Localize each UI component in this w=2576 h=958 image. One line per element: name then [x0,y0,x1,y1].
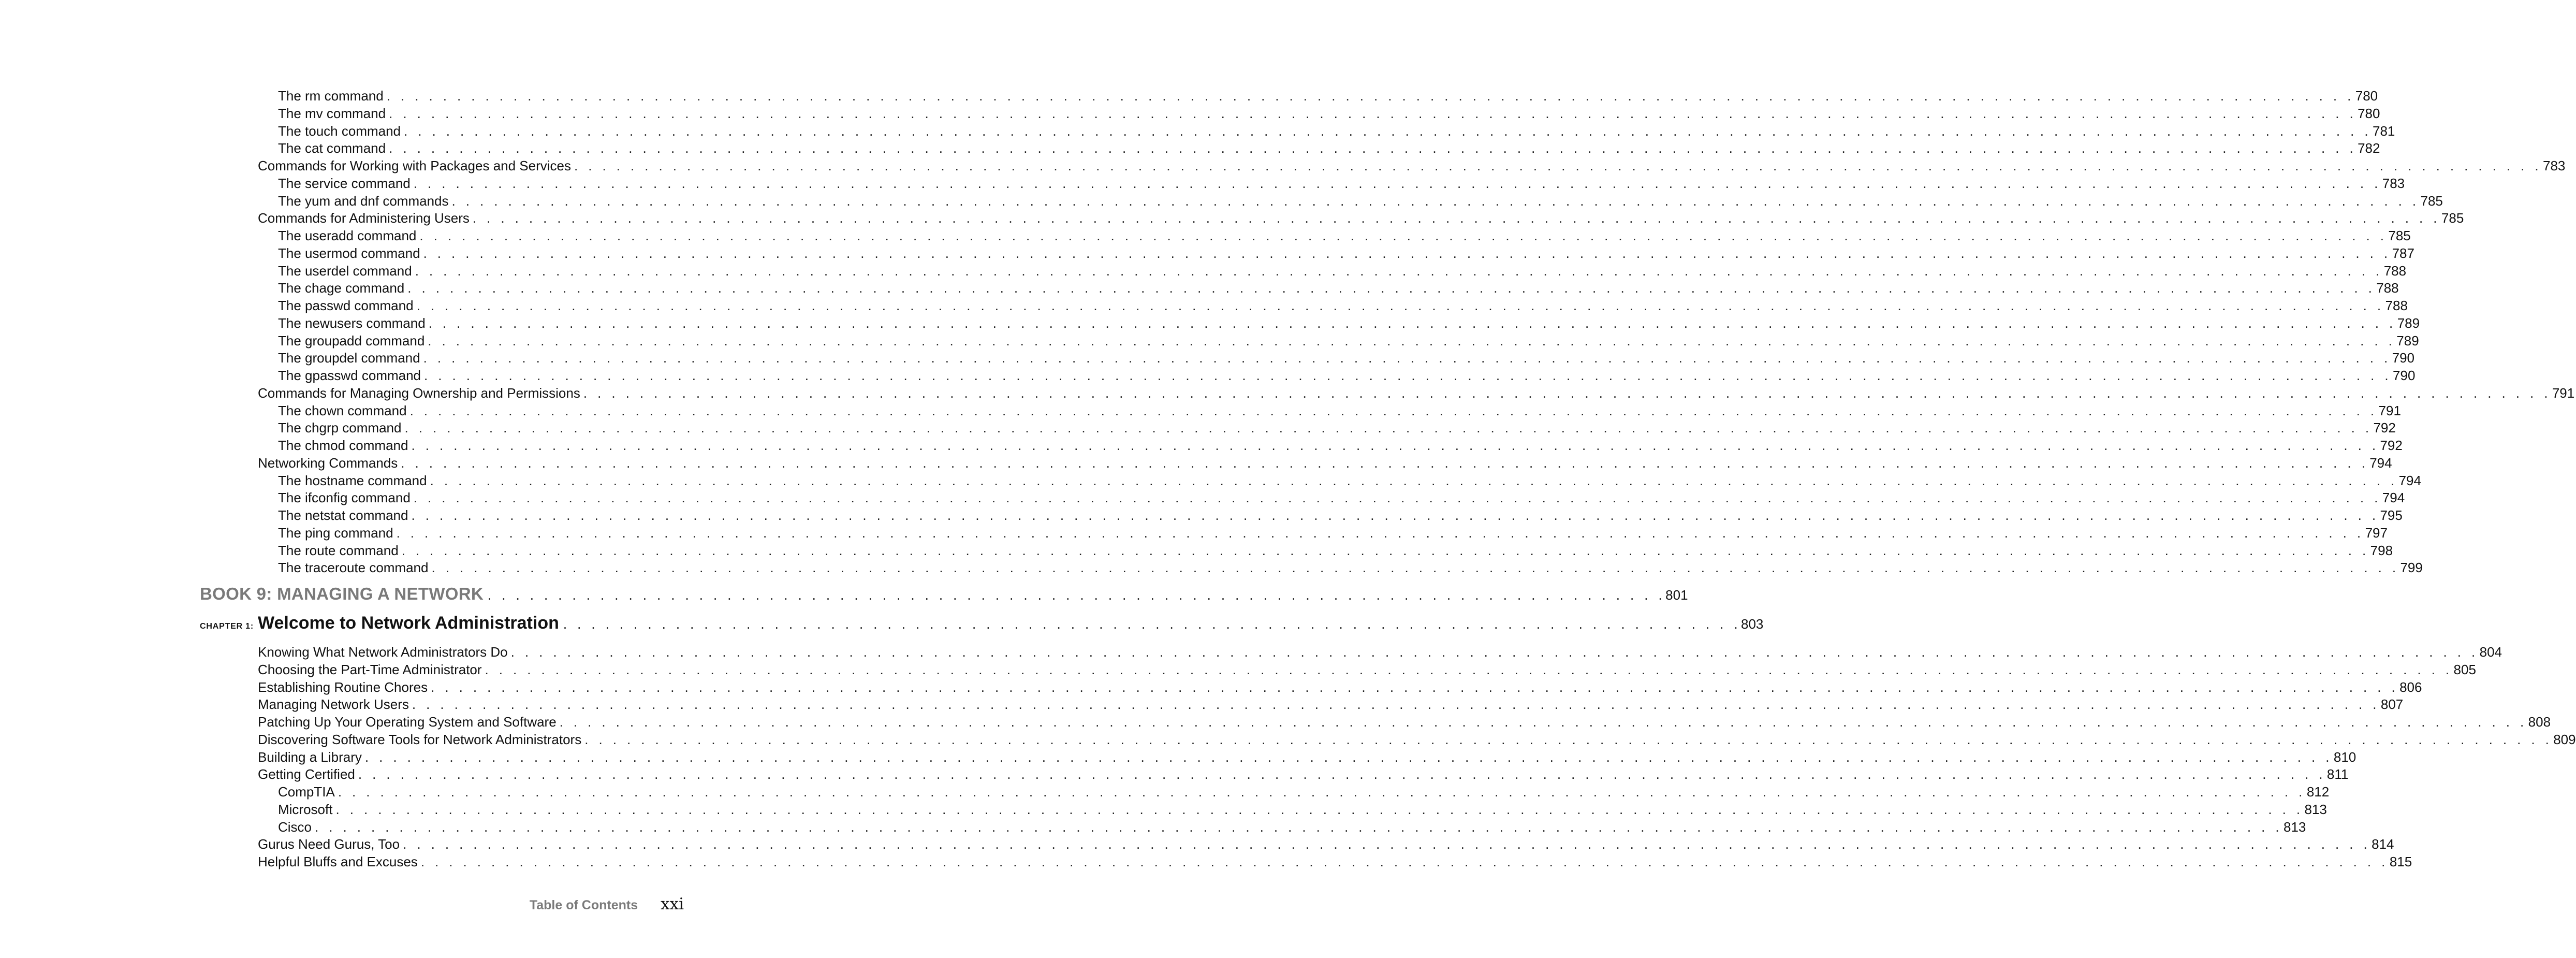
toc-entry-label: The passwd command [278,298,414,313]
dot-leader: . . . . . . . . . . . . . . . . . . . . . . . . . . . . . . . . . . . . . . . . . . . . . . . . . . . . . . . . . . . . . . . . . . . . . . . . . . . . . . . . . . . . . . . . . . . . . . . . . . . . . . . . . . . . . . . . . . . . . . . . . . . . . . . . . . . . . . . . . . . . [411,438,2379,453]
dot-leader: . . . . . . . . . . . . . . . . . . . . . . . . . . . . . . . . . . . . . . . . . . . . . . . . . . . . . . . . . . . . . . . . . . . . . . . . . . . . . . . . . . . . . . . . . . . . . . . . . . . . . . . . . . . . . . . . . . . . . . . . . . . . . . . . . . . . . . . . . . . . [424,368,2392,383]
toc-entry-page-number: 812 [2306,784,2330,800]
toc-entry-label: The userdel command [278,263,412,279]
toc-entry-label: The touch command [278,123,401,139]
toc-entry[interactable] [278,542,2393,559]
toc-entry-label: Establishing Routine Chores [258,679,428,695]
toc-entry-page-number: 794 [2369,455,2392,471]
toc-entry-page-number: 797 [2365,525,2388,541]
dot-leader: . . . . . . . . . . . . . . . . . . . . . . . . . . . . . . . . . . . . . . . . . . . . . . . . . . . . . . . . . . . . . . . . . . . . . . . . . . . . . . . . . . . . . . . . . . . . . . . . . . . . . . . . . . . . . . . . . . . . . . . . . . . . . . . . . . . . . . . . . . . . [335,801,2304,817]
toc-entry-label: The chage command [278,280,405,296]
page-folio: xxi [661,895,684,913]
toc-entry[interactable] [278,472,2421,489]
toc-entry-label: Microsoft [278,801,333,817]
toc-entry-label: Commands for Managing Ownership and Permissions [258,385,580,401]
toc-entry[interactable] [258,209,2464,227]
toc-entry-label: The usermod command [278,245,420,261]
toc-entry-label: The groupdel command [278,350,420,366]
toc-entry-label: The chmod command [278,438,408,453]
toc-entry[interactable] [278,279,2399,297]
toc-entry[interactable] [278,818,2306,836]
dot-leader: . . . . . . . . . . . . . . . . . . . . . . . . . . . . . . . . . . . . . . . . . . . . . . . . . . . . . . . . . . . . . . . . . . . . . . . . . . . . . . . . . . . . . . . . . . . . . . . . . . . . . . . . . . . . . . . . . . . . . . . . . . . . . . . . . . . . . . . . . . . . [386,88,2354,104]
toc-entry-page-number: 807 [2380,696,2404,713]
toc-entry-page-number: 804 [2479,644,2502,660]
toc-entry-page-number: 789 [2396,332,2419,349]
toc-entry-page-number: 785 [2441,210,2464,226]
toc-entry[interactable] [278,297,2408,314]
dot-leader: . . . . . . . . . . . . . . . . . . . . . . . . . . . . . . . . . . . . . . . . . . . . . . . . . . . . . . . . . . . . . . . . . . . . . . . . . . . . . . . . . . . . . . . . . . . . . . . . . . . . . . . . . . . . . . . . . . . . . . . . . . . . . . . . . . . . . . . . . . . . [338,784,2306,800]
chapter-heading-row[interactable] [200,613,1764,637]
toc-entry-page-number: 799 [2400,560,2423,576]
dot-leader: . . . . . . . . . . . . . . . . . . . . . . . . . . . . . . . . . . . . . . . . . . . . . . . . . . . . . . . . . . . . . . . . . . . . . . . . . . . . . . . . . . . . . . . . . . . . . . . . . . . . . . . . . . . . . . . . . . . . . . . . . . . . . . . . . . . . . . . . . . . . [411,507,2379,523]
toc-entry-label: The useradd command [278,228,417,243]
toc-entry-label: Commands for Working with Packages and Services [258,158,571,173]
dot-leader: . . . . . . . . . . . . . . . . . . . . . . . . . . . . . . . . . . . . . . . . . . . . . . . . . . . . . . . . . . . . . . . . . . . . . . . . . . . . . . . . . . . . . . . . . . . . . . . . . . . . . . . . . . . . . . . . . . . . . . . . . . . . . . . . . . . . . . . . . . . . [407,280,2376,296]
toc-entry-page-number: 788 [2385,298,2408,313]
dot-leader: . . . . . . . . . . . . . . . . . . . . . . . . . . . . . . . . . . . . . . . . . . . . . . . . . . . . . . . . . . . . . . . . . . . . . . . . . . . . . . . . . . . . . . . . . . . . . . . . . . . . . . . . . . . . . . . . . . . . . . . . . . . . . . . . . . . . . . . . . . . . [420,854,2389,869]
toc-entry[interactable] [258,661,2476,678]
toc-entry-label: Gurus Need Gurus, Too [258,836,400,852]
toc-entry[interactable] [278,437,2403,454]
toc-entry-label: The traceroute command [278,560,429,576]
dot-leader: . . . . . . . . . . . . . . . . . . . . . . . . . . . . . . . . . . . . . . . . . . . . . . . . . . . . . . . . . . . . . . . . . . . . . . . . . . . . . . . . . . . . [563,616,1741,632]
toc-entry-page-number: 788 [2376,280,2399,296]
toc-entry[interactable] [278,349,2414,367]
chapter-page-number: 803 [1741,616,1764,632]
dot-leader: . . . . . . . . . . . . . . . . . . . . . . . . . . . . . . . . . . . . . . . . . . . . . . . . . . . . . . . . . . . . . . . . . . . . . . . . . . . . . . . . . . . . . . . . . . . . . . . . . . . . . . . . . . . . . . . . . . . . . . . . . . . . . . . . . . . . . . . . . . . . [409,402,2378,418]
toc-entry-label: The groupadd command [278,332,425,349]
toc-entry-page-number: 789 [2397,315,2420,331]
toc-entry-page-number: 813 [2304,801,2327,817]
toc-entry-page-number: 783 [2382,175,2405,191]
toc-entry[interactable] [278,367,2416,384]
dot-leader: . . . . . . . . . . . . . . . . . . . . . . . . . . . . . . . . . . . . . . . . . . . . . . . . . . . . . . . . . . . . . . . . . . . . . . . . . . . . . . . . . . . . . . . . . . . . . . . . . . . . . . . . . . . . . . . . . . . . . . . . . . . . . . . . . . . . . . . . . . . . [413,175,2381,191]
chapter-title: Welcome to Network Administration [258,613,559,633]
toc-entry-label: The service command [278,175,411,191]
dot-leader: . . . . . . . . . . . . . . . . . . . . . . . . . . . . . . . . . . . . . . . . . . . . . . . . . . . . . . . . . . . . . . . . . . . . . . . . . . . . . . . . . . . . . . . . . . . . . . . . . . . . . . . . . . . . . . . . . . . . . . . . . . . . . . . . . . . . . . . . . . . . [451,193,2420,209]
toc-entry[interactable] [278,559,2423,576]
toc-entry-label: Networking Commands [258,455,398,471]
toc-entry-label: The ifconfig command [278,490,411,506]
toc-entry-label: The newusers command [278,315,426,331]
toc-entry-page-number: 813 [2284,819,2306,835]
book-heading-row[interactable] [200,584,1688,607]
toc-entry-label: The route command [278,542,399,558]
toc-entry[interactable] [278,175,2405,192]
dot-leader: . . . . . . . . . . . . . . . . . . . . . . . . . . . . . . . . . . . . . . . . . . . . . . . . . . . . . . . . . . . . . . . . . . . . . . . . . . . . . . . . . . . . . . . . . . . . . . . . . . . . . . . . . . . . . . . . . . . . . . . . . . . . . . . . . . . . . . . . . . . . [423,245,2391,261]
toc-entry-page-number: 780 [2358,105,2380,121]
toc-entry-label: Cisco [278,819,312,835]
toc-entry-page-number: 792 [2373,420,2396,436]
toc-entry-page-number: 791 [2378,402,2401,418]
toc-entry-label: Patching Up Your Operating System and Software [258,714,557,730]
dot-leader: . . . . . . . . . . . . . . . . . . . . . . . . . . . . . . . . . . . . . . . . . . . . . . . . . . . . . . . . . . . . . . . . . . . . . . . . . . . . . . . . . . . . . . . . . . . . . . . . . . . . . . . . . . . . . . . . . . . . . . . . . . . . . . . . . . . . . . . . . . . . [404,123,2372,139]
toc-entry[interactable] [278,262,2407,280]
toc-entry-page-number: 811 [2326,766,2349,782]
toc-entry[interactable] [278,87,2378,105]
book-page-number: 801 [1665,587,1688,603]
toc-entry[interactable] [278,402,2401,419]
toc-entry[interactable] [258,643,2502,661]
toc-entry-page-number: 785 [2388,228,2411,243]
dot-leader: . . . . . . . . . . . . . . . . . . . . . . . . . . . . . . . . . . . . . . . . . . . . . . . . . . . . . . . . . . . . . . . . . . . . . . . . . . . . . . . . . . . . . . . . . . . . . . . . . . . . . . . . . . . . . . . . . . . . . . . . . . . . . . . . . . . . . . . . . . . . [559,714,2527,730]
toc-entry-label: The chown command [278,402,407,418]
toc-entry-label: The chgrp command [278,420,402,436]
toc-entry-page-number: 792 [2380,438,2403,453]
book-title: BOOK 9: MANAGING A NETWORK [200,584,484,603]
dot-leader: . . . . . . . . . . . . . . . . . . . . . . . . . . . . . . . . . . . . . . . . . . . . . . . . . . . . . . . . . . . . . . . . . . . . . . . . . . . . . . . . . . . . . . . . . . . . . . . . . . . . . . . . . . . . . . . . . . . . . . . . . . . . . . . . . . . . . . . . . . . . [485,661,2453,677]
dot-leader: . . . . . . . . . . . . . . . . . . . . . . . . . . . . . . . . . . . . . . . . . . . . . . . . . . . . . . . . . . . . . . . . . . . . . . . . . . . . . . . . . . . . . . . . . . . . . . . . . . . . . . . . . . . . . . . . . . . . . . . . . . . . . . . . . . . . . . . . . . . . [412,696,2380,713]
toc-entry-label: Discovering Software Tools for Network Administrators [258,731,582,747]
toc-entry-page-number: 814 [2372,836,2394,852]
toc-entry-label: The gpasswd command [278,368,421,383]
toc-entry-page-number: 780 [2355,88,2378,104]
toc-entry[interactable] [278,506,2403,524]
dot-leader: . . . . . . . . . . . . . . . . . . . . . . . . . . . . . . . . . . . . . . . . . . . . . . . . . . . . . . . . . . . . . . . . . . . . . . . . . . . . . . . . . . . . . . . . . . . . . . . . . . . . . . . . . . . . . . . . . . . . . . . . . . . . . . . . . . . . . . . . . . . . [364,749,2333,765]
toc-entry-page-number: 808 [2528,714,2551,730]
toc-entry[interactable] [278,227,2411,244]
toc-entry-page-number: 794 [2382,490,2405,506]
toc-entry-label: Knowing What Network Administrators Do [258,644,508,660]
dot-leader: . . . . . . . . . . . . . . . . . . . . . . . . . . . . . . . . . . . . . . . . . . . . . . . . . . . . . . . . . . . . . . . . . . . . . . . . . . . . . . . . . . . . . . . . . . . . . . . . . . . . . . . . . . . . . . . . . . . . . . . . . . . . . . . . . . . . . . . . . . . . [404,420,2373,436]
dot-leader: . . . . . . . . . . . . . . . . . . . . . . . . . . . . . . . . . . . . . . . . . . . . . . . . . . . . . . . . . . . . . . . . . . . . . . . . . . . . . . . . . . . . . . . . . . . . . . . . . . . . . . . . . . . . . . . . . . . . . . . . . . . . . . . . . . . . . . . . . . . . [428,315,2396,331]
toc-entry[interactable] [278,419,2396,437]
dot-leader: . . . . . . . . . . . . . . . . . . . . . . . . . . . . . . . . . . . . . . . . . . . . . . . . . . . . . . . . . . . . . . . . . . . . . . . . . . . . . . . . . . . . . . . . . . . . . . . . . . . . . . . . . . . . . . . . . . . . . . . . . . . . . . . . . . . . . . . . . . . . [358,766,2326,782]
dot-leader: . . . . . . . . . . . . . . . . . . . . . . . . . . . . . . . . . . . . . . . . . . . . . . . . . . . . . . . . . . . . . . . . . . . . . . . . . . . . . . . . . . . . . . . . . . . . . . . . . . . . . . . . . . . . . . . . . . . . . . . . . . . . . . . . . . . . . . . . . . . . [389,105,2357,121]
toc-entry[interactable] [258,765,2349,783]
toc-entry-page-number: 795 [2380,507,2403,523]
toc-entry[interactable] [258,384,2575,402]
dot-leader: . . . . . . . . . . . . . . . . . . . . . . . . . . . . . . . . . . . . . . . . . . . . . . . . . . . . . . . . . . . . . . . . . . . . . . . . . . . . . . . . . . . . . . . . . . . . . . . . . . . . . . . . . . . . . . . . . . . . . . . . . . . . . . . . . . . . . . . . . . . . [396,525,2364,541]
dot-leader: . . . . . . . . . . . . . . . . . . . . . . . . . . . . . . . . . . . . . . . . . . . . . . . . . . . . . . . . . . . . . . . . . . . . . . . . . . . . . . . . . . . . . . . . . . . . . . . . . . . . . . . . . . . . . . . . . . . . . . . . . . . . . . . . . . . . . . . . . . . . [472,210,2440,226]
dot-leader: . . . . . . . . . . . . . . . . . . . . . . . . . . . . . . . . . . . . . . . . . . . . . . . . . . . . . . . . . . . . . . . . . . . . . . . . . . . . . . . . . . . . . . . . . . . . . . . . . . . . . . . . . . . . . . . . . . . . . . . . . . . . . . . . . . . . . . . . . . . . [574,158,2542,173]
toc-entry[interactable] [278,489,2405,506]
dot-leader: . . . . . . . . . . . . . . . . . . . . . . . . . . . . . . . . . . . . . . . . . . . . . . . . . . . . . . . . . . . . . . . . . . . . . . . . . . . . . . . . . . . . . . . . . . . . . . . . . . . . . . . . . . . . . . . . . . . . . . . . . . . . . . . . . . . . . . . . . . . . [431,560,2399,576]
dot-leader: . . . . . . . . . . . . . . . . . . . . . . . . . . . . . . . . . . . . . . . . . . . . . . . . . . . . . . . . . . . . . . . . . . . . . . . . . . . . . . . . . . . . . . . . . . . . . . . . . . . . . . . . . . . . . . . . . . . . . . . . . . . . . . . . . . . . . . . . . . . . [428,332,2396,349]
page-footer [530,895,684,913]
toc-entry[interactable] [278,314,2420,332]
dot-leader: . . . . . . . . . . . . . . . . . . . . . . . . . . . . . . . . . . . . . . . . . . . . . . . . . . . . . . . . . . . . . . . . . . . . . . . . . . . . . . . . . . . . . . . . . . . . . . . . . . . . . . . . . . . . . . . . . . . . . . . . . . . . . . . . . . . . . . . . . . . . [389,140,2357,156]
dot-leader: . . . . . . . . . . . . . . . . . . . . . . . . . . . . . . . . . . . . . . . . . . . . . . . . . . . . . . . . . . . . . . . . . . . . . . . . . . . . . . . . . . . . . . . . . . . . . . . . . . . . . . . . . . . . . . . . . . . . . . . . . . . . . . . . . . . . . . . . . . . . [315,819,2283,835]
toc-entry-page-number: 815 [2389,854,2412,869]
toc-entry-label: Commands for Administering Users [258,210,470,226]
toc-entry[interactable] [258,713,2551,731]
toc-entry[interactable] [258,157,2566,175]
toc-entry-page-number: 794 [2398,472,2421,488]
toc-entry[interactable] [278,244,2414,262]
toc-entry[interactable] [278,139,2380,157]
dot-leader: . . . . . . . . . . . . . . . . . . . . . . . . . . . . . . . . . . . . . . . . . . . . . . . . . . . . . . . . . . . . . . . . . . . . . . . . . . . . . . . . . . . . . . . . . . . . . . . . . . . . . . . . . . . . . . . . . . . . . . . . . . . . . . . . . . . . . . . . . . . . [419,228,2388,243]
toc-entry[interactable] [258,853,2412,870]
dot-leader: . . . . . . . . . . . . . . . . . . . . . . . . . . . . . . . . . . . . . . . . . . . . . . . . . . . . . . . . . . . . . . . . . . . . . . . . . . . . . . . . . . . . . . . . . . . . . . . . . . . . . . . . . . . . . . . . . . . . . . . . . . . . . . . . . . . . . . . . . . . . [416,298,2384,313]
toc-entry-label: The hostname command [278,472,427,488]
toc-entry-page-number: 790 [2392,350,2414,366]
toc-entry-page-number: 790 [2393,368,2416,383]
toc-entry-label: The cat command [278,140,386,156]
toc-entry[interactable] [258,695,2404,713]
toc-entry[interactable] [258,748,2357,766]
toc-entry-page-number: 791 [2552,385,2575,401]
toc-entry[interactable] [278,105,2380,122]
toc-entry[interactable] [258,678,2422,696]
dot-leader: . . . . . . . . . . . . . . . . . . . . . . . . . . . . . . . . . . . . . . . . . . . . . . . . . . . . . . . . . . . . . . . . . . . . . . . . . . . . . . . . . . . . . . . . . . . . . . . . . . . . . . . . . . . . . . . . . . . . . . . . . . . . . . . . . . . . . . . . . . . . [430,472,2398,488]
dot-leader: . . . . . . . . . . . . . . . . . . . . . . . . . . . . . . . . . . . . . . . . . . . . . . . . . . . . . . . . . . . . . . . . . . . . . . . . . . . . . . . . . . . . . . . . . . . . . . . . . . . . . . . . . . . . . . . . . . . . . . . . . . . . . . . . . . . . . . . . . . . . [415,263,2383,279]
toc-entry[interactable] [278,332,2419,350]
toc-entry[interactable] [278,783,2330,801]
toc-entry-page-number: 785 [2420,193,2443,209]
toc-entry-page-number: 798 [2370,542,2393,558]
toc-entry-label: The netstat command [278,507,408,523]
dot-leader: . . . . . . . . . . . . . . . . . . . . . . . . . . . . . . . . . . . . . . . . . . . . . . . . . . . . . . . . . . . . . . . . . . . . . . . . . . . . . . . . . . . . . . . . . . . . . . . . . . . . . . . . . . . . . . . . . . . . . . . . . . . . . . . . . . . . . . . . . . . . [423,350,2391,366]
dot-leader: . . . . . . . . . . . . . . . . . . . . . . . . . . . . . . . . . . . . . . . . . . . . . . . . . . . . . . . . . . . . . . . . . . . . . . . . . . . . . . . . . . . . . . . . . . . . . . . . . . . . . . . . . . . . . . . . . . . . . . . . . . . . . . . . . . . . . . . . . . . . [431,679,2399,695]
toc-entry[interactable] [278,122,2395,140]
toc-entry-page-number: 781 [2373,123,2395,139]
toc-entry-label: CompTIA [278,784,335,800]
toc-entry-page-number: 783 [2543,158,2566,173]
toc-entry-label: The rm command [278,88,384,104]
toc-entry-page-number: 810 [2333,749,2357,765]
toc-entry-page-number: 809 [2553,731,2576,747]
toc-entry-page-number: 788 [2383,263,2407,279]
dot-leader: . . . . . . . . . . . . . . . . . . . . . . . . . . . . . . . . . . . . . . . . . . . . . . . . . . . . . . . . . . . . . . . . . . . . . . . . . . . . . . . . . . . . . . . . . . . . . . . . . . . . . . . . . . . . . . . . . . . . . . . . . . . . . . . . . . . . . . . . . . . . [403,836,2371,852]
toc-entry[interactable] [278,801,2327,818]
toc-entry-label: The mv command [278,105,386,121]
toc-entry-label: Building a Library [258,749,362,765]
toc-entry[interactable] [278,192,2443,210]
toc-entry-label: Choosing the Part-Time Administrator [258,661,482,677]
toc-entry-label: Managing Network Users [258,696,409,713]
running-footer-title: Table of Contents [529,898,638,912]
dot-leader: . . . . . . . . . . . . . . . . . . . . . . . . . . . . . . . . . . . . . . . . . . . . . . . . . . . . . . . . . . . . . . . . . . . . . . . . . . . . . . . . . . . . . . . . . . . . . . . . . . . . . . . . . . . . . . . . . . . . . . . . . . . . . . . . . . . . . . . . . . . . [413,490,2381,506]
dot-leader: . . . . . . . . . . . . . . . . . . . . . . . . . . . . . . . . . . . . . . . . . . . . . . . . . . . . . . . . . . . . . . . . . . . . . . . . . . . . . . . . . . . . . . . . . . . . . . . . . . . . . . . . . . . . . . . . . . . . . . . . . . . . . . . . . . . . . . . . . . . . [401,542,2369,558]
toc-entry[interactable] [258,731,2576,748]
toc-entry-page-number: 806 [2399,679,2422,695]
toc-entry-label: Getting Certified [258,766,355,782]
dot-leader: . . . . . . . . . . . . . . . . . . . . . . . . . . . . . . . . . . . . . . . . . . . . . . . . . . . . . . . . . . . . . . . . . . . . . . . . . . . . . . . . . . . . . . . . . . . . . . . . . . . . . . . . . . . . . . . . . . . . . . . . . . . . . . . . . . . . . . . . . . . . [584,731,2553,747]
dot-leader: . . . . . . . . . . . . . . . . . . . . . . . . . . . . . . . . . . . . . . . . . . . . . . . . . . . . . . . . . . . . . . . . . . . . . . . . . . . . . . . . . . . . [488,587,1666,603]
dot-leader: . . . . . . . . . . . . . . . . . . . . . . . . . . . . . . . . . . . . . . . . . . . . . . . . . . . . . . . . . . . . . . . . . . . . . . . . . . . . . . . . . . . . . . . . . . . . . . . . . . . . . . . . . . . . . . . . . . . . . . . . . . . . . . . . . . . . . . . . . . . . [583,385,2551,401]
toc-entry-page-number: 805 [2453,661,2476,677]
toc-entry[interactable] [258,454,2392,472]
toc-entry-page-number: 787 [2392,245,2414,261]
dot-leader: . . . . . . . . . . . . . . . . . . . . . . . . . . . . . . . . . . . . . . . . . . . . . . . . . . . . . . . . . . . . . . . . . . . . . . . . . . . . . . . . . . . . . . . . . . . . . . . . . . . . . . . . . . . . . . . . . . . . . . . . . . . . . . . . . . . . . . . . . . . . [401,455,2369,471]
toc-entry-page-number: 782 [2358,140,2380,156]
toc-entry[interactable] [258,835,2394,853]
dot-leader: . . . . . . . . . . . . . . . . . . . . . . . . . . . . . . . . . . . . . . . . . . . . . . . . . . . . . . . . . . . . . . . . . . . . . . . . . . . . . . . . . . . . . . . . . . . . . . . . . . . . . . . . . . . . . . . . . . . . . . . . . . . . . . . . . . . . . . . . . . . . [510,644,2479,660]
toc-entry-label: Helpful Bluffs and Excuses [258,854,418,869]
toc-entry[interactable] [278,524,2388,542]
toc-entry-label: The yum and dnf commands [278,193,449,209]
chapter-number: CHAPTER 1: [200,622,254,631]
toc-entry-label: The ping command [278,525,393,541]
